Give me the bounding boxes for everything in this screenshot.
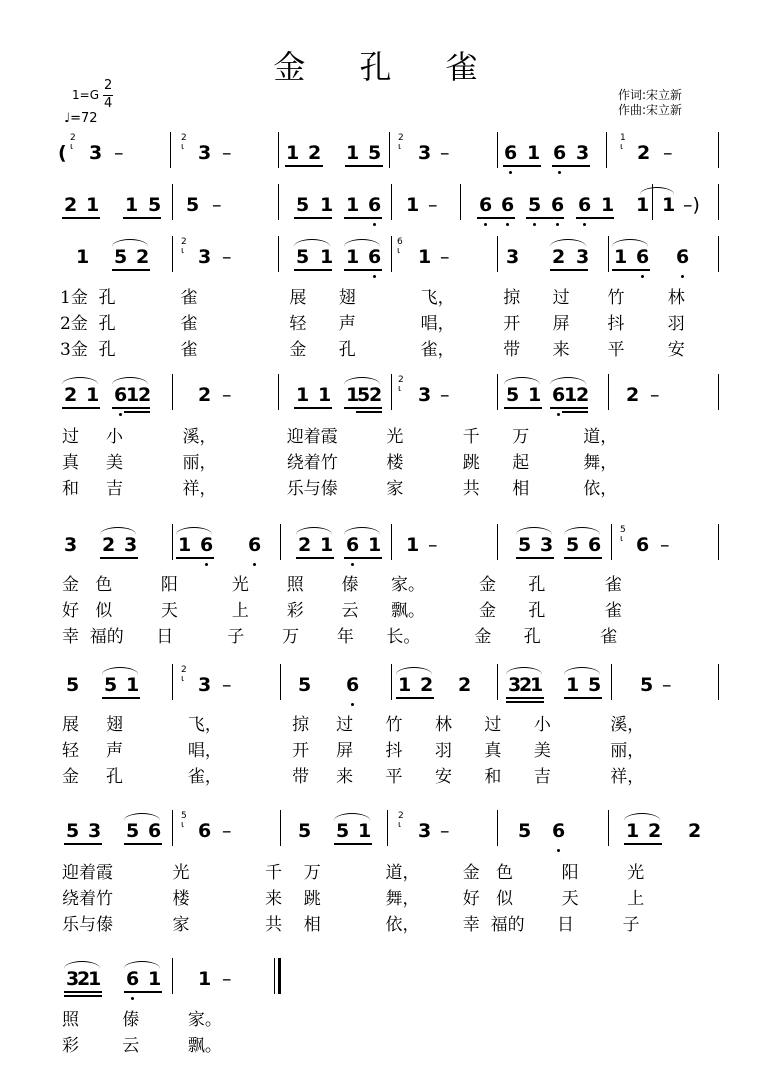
- lyric-row-4-verse-1: 过 小 溪， 迎着霞 光 千 万 道，: [62, 427, 618, 447]
- lyric-row-8-verse-2: 彩 云 飘。: [62, 1036, 222, 1056]
- score-row-6: 5 5 1 2 ι 3 – 5 6 1 2 2 3 2 1 1 5 5 –: [0, 664, 773, 704]
- lyric-row-5-verse-3: 幸 福的 日 子 万 年 长。 金 孔 雀: [62, 627, 618, 647]
- score-row-7: 5 3 5 6 5 ι 6 – 5 5 1 2 ι 3 – 5 6 1 2 2: [0, 810, 773, 850]
- score-row-3: 1 5 2 2 ι 3 – 5 1 1 6 6 ι 1 – 3 2 3 1 6 6: [0, 236, 773, 276]
- score-row-5: 3 2 3 1 6 6 2 1 6 1 1 – 5 3 5 6 5 ι 6 –: [0, 524, 773, 564]
- lyric-row-7-verse-3: 乐与傣 家 共 相 依， 幸 福的 日 子: [62, 915, 640, 935]
- lyric-row-7-verse-2: 绕着竹 楼 来 跳 舞， 好 似 天 上: [62, 889, 645, 909]
- lyric-row-8-verse-1: 照 傣 家。: [62, 1010, 222, 1030]
- time-signature-bottom: 4: [104, 96, 113, 111]
- lyricist: 作词:宋立新: [618, 88, 683, 102]
- score-row-2: 2 1 1 5 5 – 5 1 1 6 1 – 6 6 5 6 6 1 1 1 –): [0, 184, 773, 224]
- score-row-1: ( 2 ι 3 – 2 ι 3 – 1 2 1 5 2 ι 3 – 6 1 6 3 1 ι 2 –: [0, 132, 773, 172]
- lyric-row-7-verse-1: 迎着霞 光 千 万 道， 金 色 阳 光: [62, 863, 645, 883]
- tempo-mark: ♩=72: [64, 111, 98, 126]
- composer: 作曲:宋立新: [618, 103, 683, 117]
- time-signature-top: 2: [104, 78, 113, 93]
- score-row-8: 3 2 1 6 1 1 –: [0, 958, 773, 998]
- lyric-row-6-verse-3: 金 孔 雀， 带 来 平 安 和 吉 祥，: [62, 767, 645, 787]
- lyric-row-5-verse-2: 好 似 天 上 彩 云 飘。 金 孔 雀: [62, 601, 622, 621]
- lyric-row-6-verse-1: 展 翅 飞， 掠 过 竹 林 过 小 溪，: [62, 715, 645, 735]
- lyric-row-6-verse-2: 轻 声 唱， 开 屏 抖 羽 真 美 丽，: [62, 741, 645, 761]
- lyric-row-3-verse-1: 1金 孔 雀 展 翅 飞， 掠 过 竹 林: [60, 288, 685, 308]
- lyric-row-5-verse-1: 金 色 阳 光 照 傣 家。 金 孔 雀: [62, 575, 622, 595]
- song-title: 金 孔 雀: [273, 48, 500, 86]
- lyric-row-4-verse-2: 真 美 丽， 绕着竹 楼 跳 起 舞，: [62, 453, 618, 473]
- score-row-4: 2 1 6 1 2 2 – 1 1 1 5 2 2 ι 3 – 5 1 6 1 2 2 –: [0, 374, 773, 414]
- key-signature: 1=G: [72, 88, 99, 102]
- lyric-row-4-verse-3: 和 吉 祥， 乐与傣 家 共 相 依，: [62, 479, 618, 499]
- credits: [618, 88, 682, 118]
- lyric-row-3-verse-2: 2金 孔 雀 轻 声 唱， 开 屏 抖 羽: [60, 314, 685, 334]
- lyric-row-3-verse-3: 3金 孔 雀 金 孔 雀， 带 来 平 安: [60, 340, 685, 360]
